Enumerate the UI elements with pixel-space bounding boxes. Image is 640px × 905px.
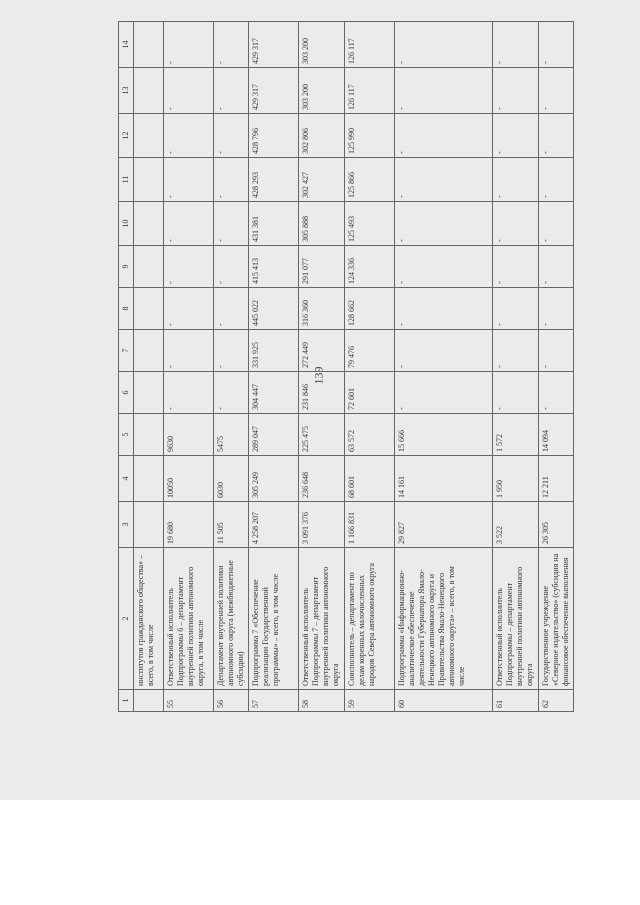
value-cell: 303 200: [299, 22, 345, 68]
header-cell: 9: [119, 246, 134, 288]
value-cell: 302 806: [299, 114, 345, 158]
value-cell: 26 305: [539, 502, 574, 548]
header-cell: 3: [119, 502, 134, 548]
row-description-cell: Ответственный исполнитель Подпрограммы 7 – департамент внутренней политики автономного округа: [299, 548, 345, 690]
table-row: [249, 22, 299, 712]
value-cell: -: [214, 246, 249, 288]
row-number-cell: 56: [214, 690, 249, 712]
value-cell: 10050: [164, 456, 214, 502]
value-cell: [134, 330, 164, 372]
value-cell: 125 990: [345, 114, 395, 158]
value-cell: -: [395, 246, 493, 288]
value-cell: -: [395, 202, 493, 246]
value-cell: -: [395, 68, 493, 114]
value-cell: 3 091 376: [299, 502, 345, 548]
value-cell: -: [164, 22, 214, 68]
value-cell: -: [395, 114, 493, 158]
value-cell: -: [539, 330, 574, 372]
header-cell: 4: [119, 456, 134, 502]
value-cell: [134, 288, 164, 330]
row-description-cell: Государственное учреждение «Северное издательство» (субсидия на финансовое обеспечение выполнения: [539, 548, 574, 690]
row-description-cell: Ответственный исполнитель Подпрограммы – департамент внутренней политики автономного округа: [493, 548, 539, 690]
value-cell: 63 572: [345, 414, 395, 456]
value-cell: -: [214, 158, 249, 202]
value-cell: -: [493, 202, 539, 246]
value-cell: -: [539, 22, 574, 68]
value-cell: 6030: [214, 456, 249, 502]
value-cell: [134, 414, 164, 456]
value-cell: 302 427: [299, 158, 345, 202]
value-cell: -: [214, 288, 249, 330]
row-description-cell: Подпрограмма 7 «Обеспечение реализации Государственной программы» – всего, в том числе: [249, 548, 299, 690]
value-cell: -: [493, 330, 539, 372]
value-cell: -: [493, 158, 539, 202]
value-cell: 431 381: [249, 202, 299, 246]
row-number-cell: 60: [395, 690, 493, 712]
value-cell: 68 601: [345, 456, 395, 502]
table-row: [539, 22, 574, 712]
value-cell: -: [493, 22, 539, 68]
table-row: [299, 22, 345, 712]
value-cell: -: [539, 114, 574, 158]
row-description-cell: институтов гражданского общества» – всего, в том числе: [134, 548, 164, 690]
value-cell: 429 317: [249, 22, 299, 68]
value-cell: 304 447: [249, 372, 299, 414]
value-cell: 14 161: [395, 456, 493, 502]
value-cell: -: [539, 158, 574, 202]
header-cell: 10: [119, 202, 134, 246]
value-cell: 236 648: [299, 456, 345, 502]
value-cell: 126 117: [345, 22, 395, 68]
value-cell: [134, 22, 164, 68]
table-row: [493, 22, 539, 712]
row-description-cell: Департамент внутренней политики автономного округа (межбюджетные субсидии): [214, 548, 249, 690]
row-number-cell: 58: [299, 690, 345, 712]
value-cell: -: [214, 22, 249, 68]
value-cell: 305 888: [299, 202, 345, 246]
value-cell: -: [395, 158, 493, 202]
value-cell: 14 094: [539, 414, 574, 456]
header-cell: 1: [119, 690, 134, 712]
value-cell: 316 360: [299, 288, 345, 330]
value-cell: 415 413: [249, 246, 299, 288]
value-cell: 331 925: [249, 330, 299, 372]
value-cell: [134, 158, 164, 202]
value-cell: [134, 202, 164, 246]
value-cell: 9630: [164, 414, 214, 456]
header-cell: 6: [119, 372, 134, 414]
page-number: 139: [311, 366, 326, 385]
value-cell: -: [493, 288, 539, 330]
value-cell: -: [164, 68, 214, 114]
value-cell: -: [493, 372, 539, 414]
value-cell: 128 662: [345, 288, 395, 330]
value-cell: 29 827: [395, 502, 493, 548]
value-cell: 445 022: [249, 288, 299, 330]
value-cell: 4 258 207: [249, 502, 299, 548]
value-cell: -: [395, 330, 493, 372]
value-cell: 291 077: [299, 246, 345, 288]
value-cell: -: [539, 68, 574, 114]
value-cell: -: [214, 68, 249, 114]
value-cell: 1 572: [493, 414, 539, 456]
row-number-cell: 55: [164, 690, 214, 712]
value-cell: 429 317: [249, 68, 299, 114]
value-cell: 289 047: [249, 414, 299, 456]
value-cell: -: [395, 22, 493, 68]
row-description-cell: Ответственный исполнитель Подпрограммы 6 – департамент внутренней политики автономного округа, в том числе: [164, 548, 214, 690]
value-cell: 272 449: [299, 330, 345, 372]
value-cell: [134, 114, 164, 158]
table-row: [214, 22, 249, 712]
value-cell: -: [493, 114, 539, 158]
value-cell: [134, 372, 164, 414]
row-number-cell: 57: [249, 690, 299, 712]
value-cell: -: [164, 202, 214, 246]
value-cell: -: [493, 246, 539, 288]
value-cell: -: [164, 158, 214, 202]
value-cell: 1 950: [493, 456, 539, 502]
value-cell: 428 796: [249, 114, 299, 158]
value-cell: [134, 68, 164, 114]
header-cell: 5: [119, 414, 134, 456]
value-cell: 72 601: [345, 372, 395, 414]
table-row: [134, 22, 164, 712]
value-cell: -: [539, 202, 574, 246]
header-cell: 13: [119, 68, 134, 114]
table-row: [345, 22, 395, 712]
value-cell: 124 336: [345, 246, 395, 288]
value-cell: 79 476: [345, 330, 395, 372]
value-cell: -: [539, 288, 574, 330]
row-number-cell: 61: [493, 690, 539, 712]
value-cell: -: [214, 202, 249, 246]
table-row: [395, 22, 493, 712]
table-body: [119, 22, 574, 712]
header-cell: 8: [119, 288, 134, 330]
value-cell: 5475: [214, 414, 249, 456]
value-cell: -: [164, 330, 214, 372]
rotated-table-wrapper: [118, 22, 570, 712]
value-cell: 303 200: [299, 68, 345, 114]
value-cell: -: [395, 372, 493, 414]
header-cell: 12: [119, 114, 134, 158]
value-cell: 3 522: [493, 502, 539, 548]
header-cell: 14: [119, 22, 134, 68]
value-cell: -: [214, 114, 249, 158]
header-row: [119, 22, 134, 712]
value-cell: -: [214, 372, 249, 414]
value-cell: 126 117: [345, 68, 395, 114]
value-cell: [134, 456, 164, 502]
value-cell: 1 166 831: [345, 502, 395, 548]
value-cell: 428 293: [249, 158, 299, 202]
row-description-cell: Соисполнитель – департамент по делам коренных малочисленных народов Севера автономного округа: [345, 548, 395, 690]
value-cell: 19 680: [164, 502, 214, 548]
table-row: [164, 22, 214, 712]
value-cell: 225 475: [299, 414, 345, 456]
value-cell: -: [164, 114, 214, 158]
value-cell: [134, 246, 164, 288]
value-cell: 11 505: [214, 502, 249, 548]
row-number-cell: 62: [539, 690, 574, 712]
value-cell: -: [539, 246, 574, 288]
value-cell: -: [214, 330, 249, 372]
value-cell: [134, 502, 164, 548]
header-cell: 2: [119, 548, 134, 690]
value-cell: 12 211: [539, 456, 574, 502]
value-cell: 125 866: [345, 158, 395, 202]
value-cell: 305 249: [249, 456, 299, 502]
header-cell: 11: [119, 158, 134, 202]
value-cell: 125 493: [345, 202, 395, 246]
value-cell: -: [164, 372, 214, 414]
row-number-cell: 59: [345, 690, 395, 712]
value-cell: -: [493, 68, 539, 114]
value-cell: -: [395, 288, 493, 330]
budget-table: [118, 21, 574, 712]
value-cell: -: [164, 246, 214, 288]
header-cell: 7: [119, 330, 134, 372]
value-cell: -: [164, 288, 214, 330]
row-description-cell: Подпрограмма «Информационно-аналитическое обеспечение деятельности Губернатора Ямало-Ненецкого автономного округа и Правительства Ямало-Ненецкого автономного округа» – всего, в том числе: [395, 548, 493, 690]
value-cell: 231 846: [299, 372, 345, 414]
value-cell: 15 666: [395, 414, 493, 456]
row-number-cell: [134, 690, 164, 712]
value-cell: -: [539, 372, 574, 414]
